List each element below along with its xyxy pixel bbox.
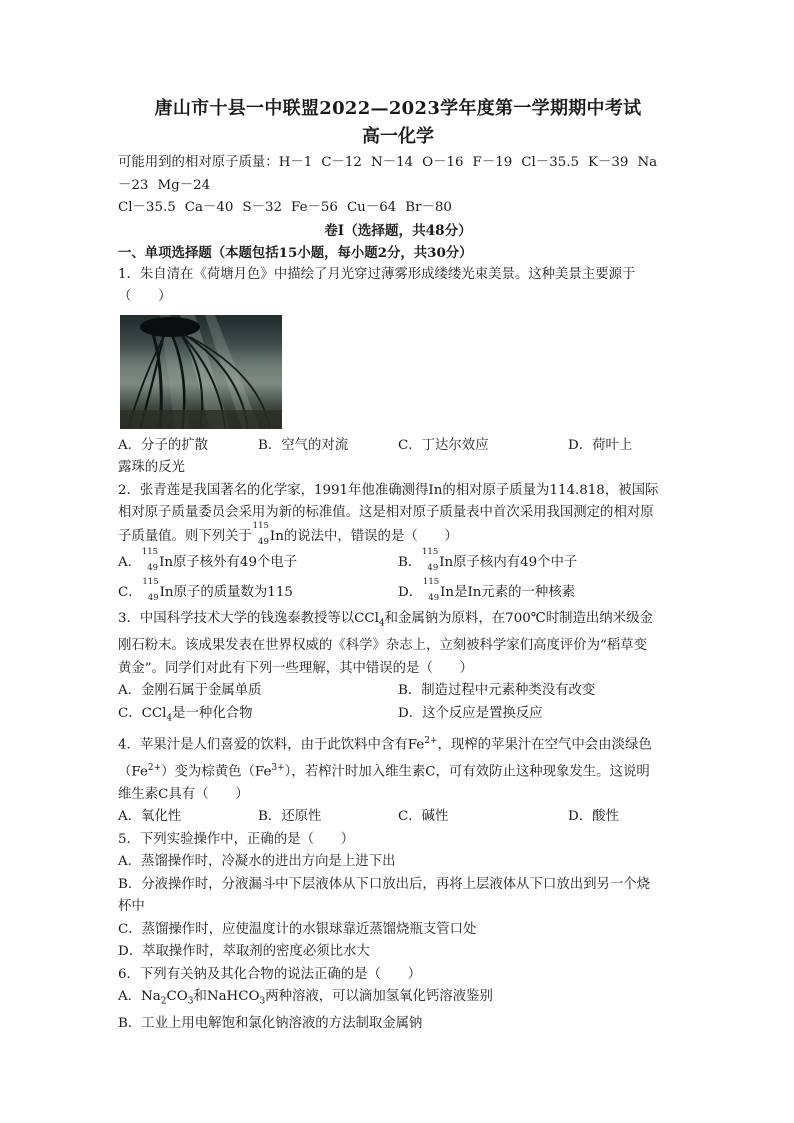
question-3-stem-cont2: 黄金”。同学们对此有下列一些理解，其中错误的是（ ） [118, 660, 473, 676]
section-title: 卷Ⅰ（选择题，共48分） [324, 222, 472, 239]
option-text: CO [166, 989, 188, 1005]
question-4-stem [118, 730, 678, 757]
subscript: 4 [378, 618, 385, 629]
question-2-options-row-1 [118, 548, 678, 578]
option-a[interactable] [118, 986, 678, 1013]
mass-item: S－32 [242, 200, 283, 215]
question-4-options [118, 806, 678, 829]
mass-number: 115 [422, 577, 440, 587]
nuclide-symbol [252, 520, 269, 547]
atomic-masses-line-1b [118, 175, 678, 198]
mangrove-light-beams-photo [120, 315, 282, 429]
atomic-number: 49 [258, 536, 269, 547]
mass-item: Na [637, 155, 658, 170]
atomic-masses-label: 可能用到的相对原子质量： [118, 155, 279, 170]
mass-item: Br－80 [405, 200, 452, 215]
option-d[interactable]: D．荷叶上 [568, 437, 633, 453]
option-c[interactable] [118, 578, 398, 608]
superscript: 2+ [147, 762, 162, 773]
option-text: 和NaHCO [193, 989, 260, 1005]
question-6-stem: 6．下列有关钠及其化合物的说法正确的是（ ） [118, 966, 422, 982]
nuclide-symbol [422, 577, 440, 603]
atomic-masses-line-2 [118, 197, 678, 220]
option-b-cont: 杯中 [118, 899, 145, 915]
mass-item: Cu－64 [346, 200, 397, 215]
option-text: 是一种化合物 [172, 705, 253, 721]
option-text: A．Na [118, 989, 161, 1005]
question-1-stem-cont: （ ） [118, 289, 172, 304]
mass-item: C－12 [321, 155, 362, 170]
element-symbol: In [159, 555, 173, 570]
mass-item: Ca－40 [184, 200, 234, 215]
option-d[interactable]: D．萃取操作时，萃取剂的密度必须比水大 [118, 944, 370, 960]
exam-page [118, 96, 678, 1036]
question-4-stem-cont2: 维生素C具有（ ） [118, 786, 249, 802]
mass-number: 115 [422, 547, 439, 557]
mass-item: Fe－56 [291, 200, 338, 215]
question-2-stem: 2．张青莲是我国著名的化学家，1991年他准确测得In的相对原子质量为114.818，被国际 [118, 482, 659, 498]
subscript: 3 [187, 996, 194, 1007]
option-b[interactable]: B．分液操作时，分液漏斗中下层液体从下口放出后，再将上层液体从下口放出到另一个烧 [118, 876, 651, 892]
question-3-text: 和金属钠为原料，在700℃时制造出纳米级金 [384, 611, 653, 626]
question-2-options-row-2 [118, 578, 678, 608]
question-4-text: 4．苹果汁是人们喜爱的饮料，由于此饮料中含有Fe [118, 737, 425, 753]
subscript: 2 [160, 996, 167, 1007]
element-symbol: In [439, 555, 454, 570]
option-text: 原子核外有49个电子 [172, 555, 298, 570]
mass-item: Cl－35.5 [118, 200, 176, 215]
option-letter: C． [118, 585, 142, 600]
option-text: 原子核内有49个中子 [453, 555, 578, 570]
atomic-number: 49 [428, 593, 440, 603]
question-2-text: 的说法中，错误的是（ ） [283, 528, 458, 544]
question-2-text: 子质量值。则下列关于 [118, 528, 252, 544]
mass-item: H－1 [278, 155, 313, 170]
question-4-text: ），若榨汁时加入维生素C，可有效防止这种现象发生。这说明 [284, 764, 650, 780]
mass-number: 115 [252, 520, 269, 531]
option-a[interactable]: A．分子的扩散 [118, 437, 209, 453]
atomic-number: 49 [147, 593, 159, 603]
option-b[interactable]: B．还原性 [258, 809, 322, 825]
option-d[interactable] [398, 578, 678, 608]
question-2-stem-cont2 [118, 520, 678, 549]
question-2-stem-cont: 相对原子质量委员会采用为新的标准值。这是相对原子质量表中首次采用我国测定的相对原 [118, 505, 654, 520]
option-a[interactable] [118, 548, 398, 578]
atomic-masses-line-1 [118, 152, 678, 175]
question-4-stem-cont [118, 757, 678, 784]
question-3-options-row-1 [118, 680, 678, 703]
mass-item: Cl－35.5 [521, 155, 580, 170]
question-4-text: ，现榨的苹果汁在空气中会由淡绿色 [437, 737, 652, 753]
nuclide-symbol [141, 547, 159, 573]
atomic-number: 49 [147, 563, 159, 573]
question-1-stem: 1．朱自清在《荷塘月色》中描绘了月光穿过薄雾形成缕缕光束美景。这种美景主要源于 [118, 266, 636, 282]
part-title: 一、单项选择题（本题包括15小题，每小题2分，共30分） [118, 244, 473, 261]
option-letter: B． [398, 555, 422, 570]
option-b[interactable]: B．工业上用电解饱和氯化钠溶液的方法制取金属钠 [118, 1016, 423, 1032]
mass-item: －23 [118, 177, 149, 193]
exam-title: 唐山市十县一中联盟2022—2023学年度第一学期期中考试 [154, 98, 642, 119]
option-text: 是In元素的一种核素 [454, 585, 576, 600]
option-a[interactable]: A．蒸馏操作时，冷凝水的进出方向是上进下出 [118, 854, 396, 870]
option-letter: A． [118, 555, 142, 570]
option-c[interactable]: C．碱性 [398, 809, 449, 825]
question-5-stem: 5．下列实验操作中，正确的是（ ） [118, 831, 355, 847]
option-d[interactable]: D．这个反应是置换反应 [398, 705, 543, 721]
mass-item: K－39 [588, 155, 629, 170]
element-symbol: In [440, 585, 455, 600]
question-3-text: 3．中国科学技术大学的钱逸泰教授等以CCl [118, 611, 379, 626]
option-a[interactable]: A．氧化性 [118, 809, 182, 825]
mass-item: O－16 [422, 155, 464, 170]
option-b[interactable]: B．空气的对流 [258, 437, 349, 453]
mass-item: Mg－24 [157, 177, 211, 193]
element-symbol: In [269, 528, 284, 544]
superscript: 3+ [271, 762, 285, 773]
option-text: 原子的质量数为115 [173, 585, 293, 600]
question-3-options-row-2 [118, 703, 678, 730]
exam-subtitle: 高一化学 [362, 126, 434, 147]
mass-number: 115 [141, 547, 159, 557]
question-4-text: ）变为棕黄色（Fe [161, 764, 272, 780]
subscript: 4 [166, 713, 173, 724]
option-b[interactable] [398, 548, 678, 578]
option-d-cont: 露珠的反光 [118, 460, 185, 475]
option-text: C．CCl [118, 705, 167, 721]
mass-item: N－14 [370, 155, 414, 170]
option-d[interactable]: D．酸性 [568, 809, 619, 825]
option-a[interactable]: A．金刚石属于金属单质 [118, 683, 262, 699]
option-text: 两种溶液，可以滴加氢氧化钙溶液鉴别 [265, 989, 493, 1005]
subscript: 3 [259, 996, 266, 1007]
superscript: 2+ [424, 735, 438, 746]
option-letter: D． [398, 585, 423, 600]
element-symbol: In [159, 585, 174, 600]
nuclide-symbol [142, 577, 159, 603]
mass-item: F－19 [472, 155, 513, 170]
atomic-number: 49 [427, 563, 439, 573]
option-c[interactable]: C．丁达尔效应 [398, 437, 489, 453]
mass-number: 115 [142, 577, 159, 587]
question-3-stem-cont: 刚石粉末。该成果发表在世界权威的《科学》杂志上，立刻被科学家们高度评价为“稻草变 [118, 638, 648, 654]
nuclide-symbol [422, 547, 439, 573]
question-4-text: （Fe [118, 764, 148, 780]
option-c[interactable]: C．蒸馏操作时，应使温度计的水银球靠近蒸馏烧瓶支管口处 [118, 921, 477, 937]
option-b[interactable]: B．制造过程中元素种类没有改变 [398, 683, 596, 699]
question-1-options [118, 435, 678, 458]
option-c[interactable] [118, 703, 398, 730]
question-3-stem [118, 608, 678, 635]
